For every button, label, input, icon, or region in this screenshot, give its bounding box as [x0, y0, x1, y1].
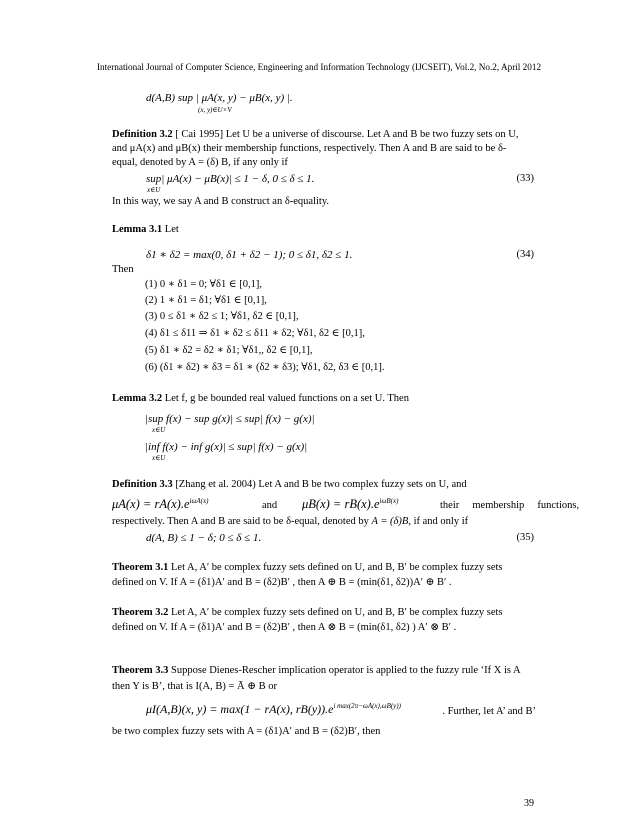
theorem-3-3-title: Theorem 3.3: [112, 665, 169, 676]
definition-3-2-line3: equal, denoted by A = (δ) B, if any only if: [112, 157, 288, 168]
theorem-3-3-line2: then Y is B’, that is I(A, B) = Ā ⊕ B or: [112, 681, 278, 692]
equation-35: d(A, B) ≤ 1 − δ; 0 ≤ δ ≤ 1.: [146, 532, 262, 544]
equation-33: sup| μA(x) − μB(x)| ≤ 1 − δ, 0 ≤ δ ≤ 1.: [146, 173, 315, 185]
lemma-item-5: (5) δ1 ∗ δ2 = δ2 ∗ δ1; ∀δ1,, δ2 ∈ [0,1],: [145, 345, 313, 356]
lemma-3-2-title: Lemma 3.2: [112, 393, 163, 404]
mub-formula: μB(x) = rB(x).e: [302, 497, 380, 511]
definition-3-3-title: Definition 3.3: [112, 479, 173, 490]
definition-3-3-text2-end: if and only if: [413, 516, 469, 527]
theorem-3-3-line3: be two complex fuzzy sets with A = (δ1)A′ and B = (δ2)B′, then: [112, 726, 381, 737]
lemma-3-2-eq2: |inf f(x) − inf g(x)| ≤ sup| f(x) − g(x)|: [145, 441, 308, 453]
lemma-3-1-line: [112, 223, 536, 237]
then-label: Then: [112, 264, 134, 275]
equation-34-number: (34): [516, 249, 534, 260]
definition-3-3-and: and: [262, 500, 278, 511]
theorem-3-3-line1: [112, 664, 536, 678]
mua-formula: μA(x) = rA(x).e: [112, 497, 190, 511]
theorem-3-3-formula: μI(A,B)(x, y) = max(1 − rA(x), rB(y)).e: [146, 702, 334, 716]
theorem-3-1-line1: [112, 561, 536, 575]
theorem-3-3-text1: Suppose Dienes-Rescher implication operator is applied to the fuzzy rule ‘If X is A: [171, 665, 521, 676]
definition-3-2-line2: and μA(x) and μB(x) their membership functions, respectively. Then A and B are said to be δ-: [112, 143, 507, 154]
definition-3-3-text2: respectively. Then A and B are said to be δ-equal, denoted by: [112, 516, 369, 527]
lemma-item-6: (6) (δ1 ∗ δ2) ∗ δ3 = δ1 ∗ (δ2 ∗ δ3); ∀δ1, δ2, δ3 ∈ [0,1].: [145, 362, 385, 373]
equation-33-subscript: x∈U: [147, 186, 161, 194]
lemma-3-2-line: [112, 392, 536, 406]
definition-3-3-eq: A = (δ)B,: [371, 516, 411, 527]
lemma-item-4: (4) δ1 ≤ δ11 ⇒ δ1 ∗ δ2 ≤ δ11 ∗ δ2; ∀δ1, δ2 ∈ [0,1],: [145, 328, 365, 339]
equation-33-number: (33): [516, 173, 534, 184]
equation-35-number: (35): [516, 532, 534, 543]
theorem-3-3-further: . Further, let A’ and B’: [442, 706, 536, 717]
lemma-3-1-title: Lemma 3.1: [112, 224, 163, 235]
page-number: 39: [524, 798, 534, 809]
definition-3-3-line1: [112, 478, 536, 492]
theorem-3-1-line2: defined on V. If A = (δ1)A′ and B = (δ2)B′ , then A ⊕ B = (min(δ1, δ2))A′ ⊕ B′ .: [112, 577, 452, 588]
theorem-3-2-line2: defined on V. If A = (δ1)A′ and B = (δ2)B′ , then A ⊗ B = (min(δ1, δ2) ) A′ ⊗ B′ .: [112, 622, 457, 633]
lemma-item-2: (2) 1 ∗ δ1 = δ1; ∀δ1 ∈ [0,1],: [145, 295, 267, 306]
lemma-3-2-eq1-sub: x∈U: [152, 426, 166, 434]
theorem-3-3-exponent: i max(2π−ωA(x),ωB(y)): [333, 702, 401, 710]
definition-3-2-title: Definition 3.2: [112, 129, 173, 140]
equation-top-subscript: (x, y)∈U×V: [198, 106, 232, 114]
definition-3-3-line2: [112, 515, 536, 529]
lemma-item-3: (3) 0 ≤ δ1 ∗ δ2 ≤ 1; ∀δ1, δ2 ∈ [0,1],: [145, 311, 299, 322]
lemma-item-1: (1) 0 ∗ δ1 = 0; ∀δ1 ∈ [0,1],: [145, 279, 262, 290]
equation-34: δ1 ∗ δ2 = max(0, δ1 + δ2 − 1); 0 ≤ δ1, δ2 ≤ 1.: [146, 249, 353, 261]
definition-3-3-their: their membership functions,: [440, 500, 580, 511]
definition-3-2-line1: [112, 128, 536, 142]
theorem-3-2-text1: Let A, A′ be complex fuzzy sets defined on U, and B, B′ be complex fuzzy sets: [171, 607, 503, 618]
definition-3-2-after: In this way, we say A and B construct an δ-equality.: [112, 196, 330, 207]
theorem-3-1-text1: Let A, A′ be complex fuzzy sets defined on U, and B, B′ be complex fuzzy sets: [171, 562, 503, 573]
lemma-3-2-eq2-sub: x∈U: [152, 454, 166, 462]
definition-3-3-mub: [302, 496, 398, 512]
theorem-3-1-title: Theorem 3.1: [112, 562, 169, 573]
equation-top: d(A,B) sup | μA(x, y) − μB(x, y) |.: [146, 92, 293, 104]
theorem-3-2-line1: [112, 606, 536, 620]
lemma-3-2-eq1: |sup f(x) − sup g(x)| ≤ sup| f(x) − g(x)|: [145, 413, 315, 425]
lemma-3-2-text: Let f, g be bounded real valued functions on a set U. Then: [164, 393, 409, 404]
definition-3-2-text1: [ Cai 1995] Let U be a universe of discourse. Let A and B be two fuzzy sets on U,: [175, 129, 519, 140]
theorem-3-2-title: Theorem 3.2: [112, 607, 169, 618]
mua-exponent: iωA(x): [189, 496, 209, 505]
mub-exponent: iωB(x): [379, 496, 399, 505]
definition-3-3-text1: [Zhang et al. 2004) Let A and B be two complex fuzzy sets on U, and: [175, 479, 467, 490]
definition-3-3-mua: [112, 496, 208, 512]
running-header: International Journal of Computer Science, Engineering and Information Technology (IJCSEIT), Vol.2, No.2, April 2012: [96, 62, 542, 72]
lemma-3-1-let: Let: [164, 224, 179, 235]
theorem-3-3-equation: [146, 702, 401, 718]
